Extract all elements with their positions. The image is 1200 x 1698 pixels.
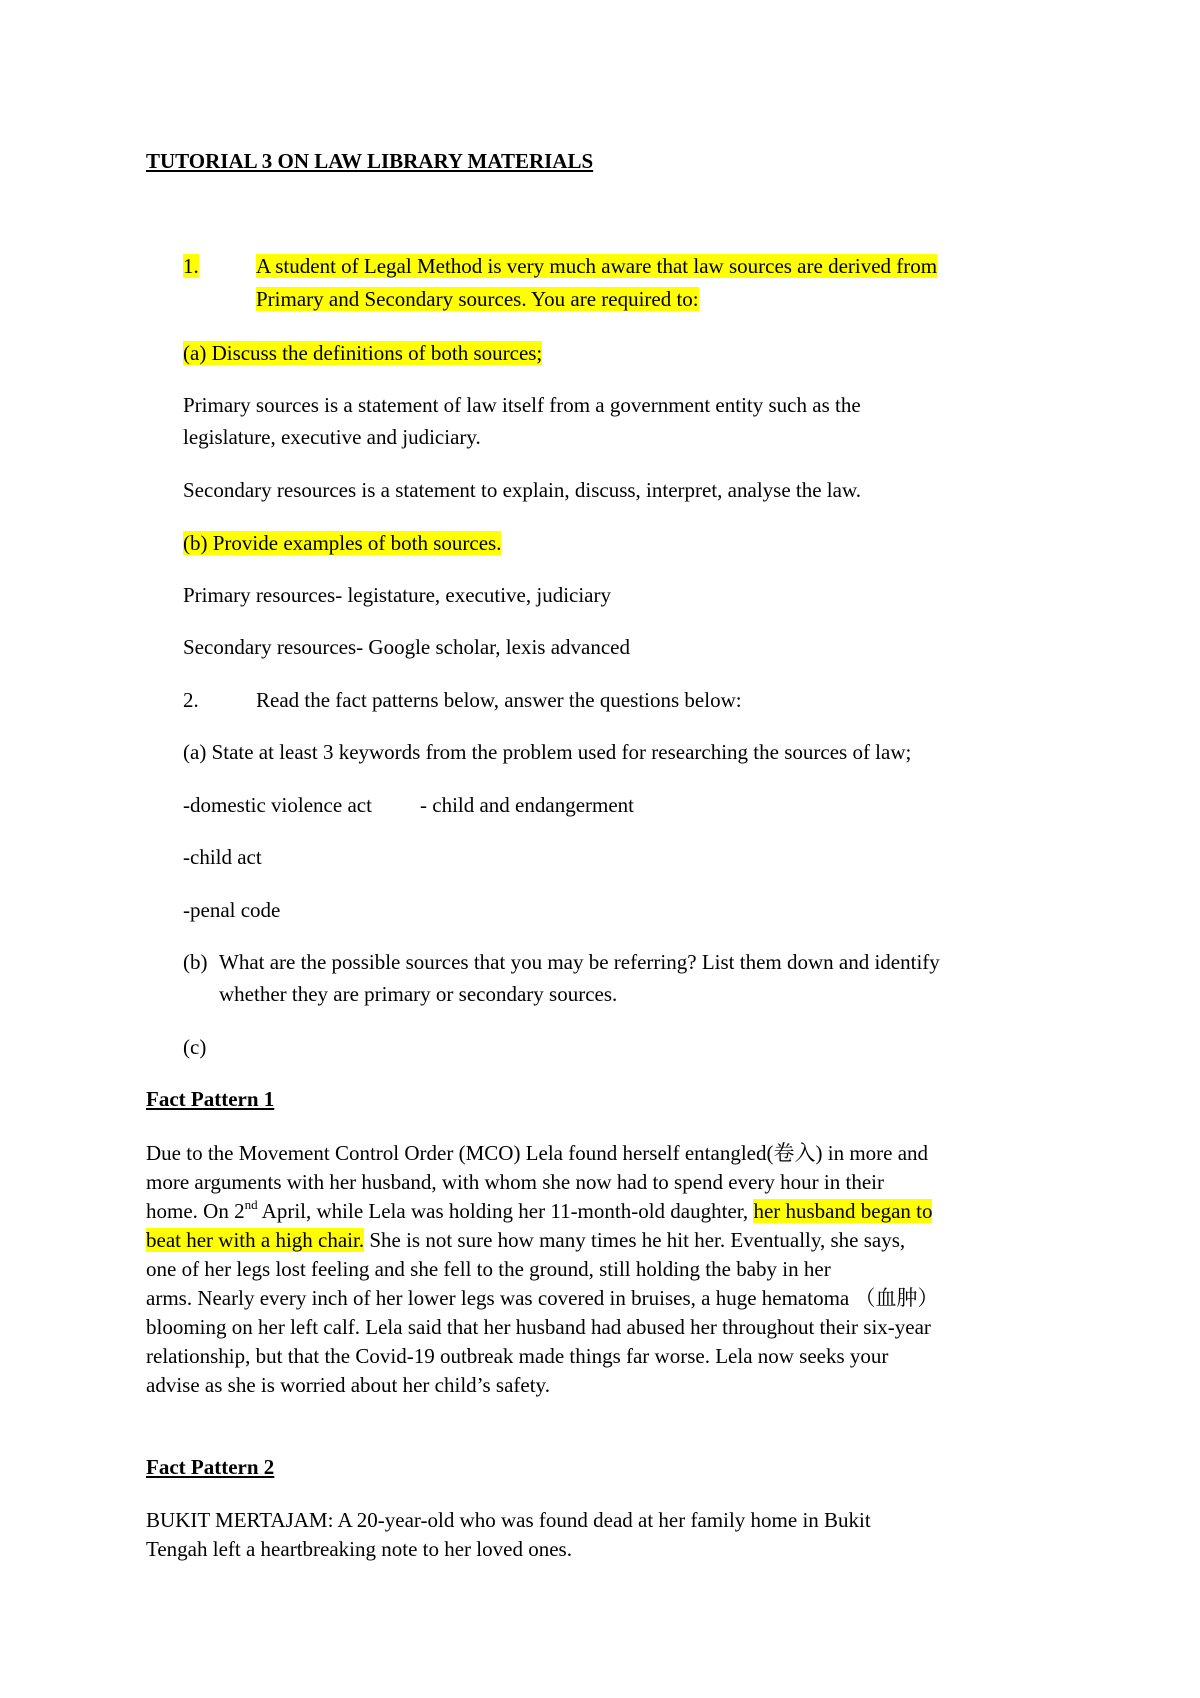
fact-pattern-1-heading: Fact Pattern 1 <box>146 1087 275 1111</box>
q1a-answer-primary-line1: Primary sources is a statement of law itself from a government entity such as the <box>183 393 861 417</box>
q1a-answer-primary-line2: legislature, executive and judiciary. <box>183 425 481 449</box>
q1b-question: (b) Provide examples of both sources. <box>183 531 502 555</box>
q2-text: Read the fact patterns below, answer the questions below: <box>256 688 742 712</box>
fact2-line: BUKIT MERTAJAM: A 20-year-old who was found dead at her family home in Bukit <box>146 1508 871 1532</box>
fact1-line: beat her with a high chair. She is not sure how many times he hit her. Eventually, she says, <box>146 1228 906 1252</box>
q2b-label: (b) <box>183 950 208 974</box>
q2a-question: (a) State at least 3 keywords from the problem used for researching the sources of law; <box>183 740 912 764</box>
q1b-answer-primary: Primary resources- legistature, executive, judiciary <box>183 583 611 607</box>
q2b-question-line1: What are the possible sources that you may be referring? List them down and identify <box>219 950 940 974</box>
q1-text-line2: Primary and Secondary sources. You are required to: <box>256 287 699 311</box>
fact2-line: Tengah left a heartbreaking note to her loved ones. <box>146 1537 572 1561</box>
fact1-line: arms. Nearly every inch of her lower legs was covered in bruises, a huge hematoma （血肿） <box>146 1286 939 1310</box>
fact1-line: one of her legs lost feeling and she fell to the ground, still holding the baby in her <box>146 1257 831 1281</box>
fact1-line: blooming on her left calf. Lela said that her husband had abused her throughout their six-year <box>146 1315 931 1339</box>
q1a-answer-secondary: Secondary resources is a statement to explain, discuss, interpret, analyse the law. <box>183 478 862 502</box>
keyword-child-endangerment: - child and endangerment <box>420 793 634 817</box>
fact-pattern-2-heading: Fact Pattern 2 <box>146 1455 275 1479</box>
fact1-line: advise as she is worried about her child’s safety. <box>146 1373 550 1397</box>
keyword-child-act: -child act <box>183 845 262 869</box>
q1-text-line1: A student of Legal Method is very much aware that law sources are derived from <box>256 254 938 278</box>
q1-number: 1. <box>183 254 199 278</box>
fact1-line: Due to the Movement Control Order (MCO) Lela found herself entangled(卷入) in more and <box>146 1141 929 1165</box>
q2b-question-line2: whether they are primary or secondary sources. <box>219 982 618 1006</box>
q1a-question: (a) Discuss the definitions of both sources; <box>183 341 543 365</box>
keyword-domestic-violence: -domestic violence act <box>183 793 372 817</box>
q1b-answer-secondary: Secondary resources- Google scholar, lexis advanced <box>183 635 630 659</box>
q2c-label: (c) <box>183 1035 207 1059</box>
page-title: TUTORIAL 3 ON LAW LIBRARY MATERIALS <box>146 149 594 173</box>
q2-number: 2. <box>183 688 199 712</box>
fact1-line: home. On 2nd April, while Lela was holding her 11-month-old daughter, her husband began to <box>146 1197 933 1223</box>
fact1-line: relationship, but that the Covid-19 outbreak made things far worse. Lela now seeks your <box>146 1344 889 1368</box>
keyword-penal-code: -penal code <box>183 898 281 922</box>
fact1-line: more arguments with her husband, with whom she now had to spend every hour in their <box>146 1170 884 1194</box>
